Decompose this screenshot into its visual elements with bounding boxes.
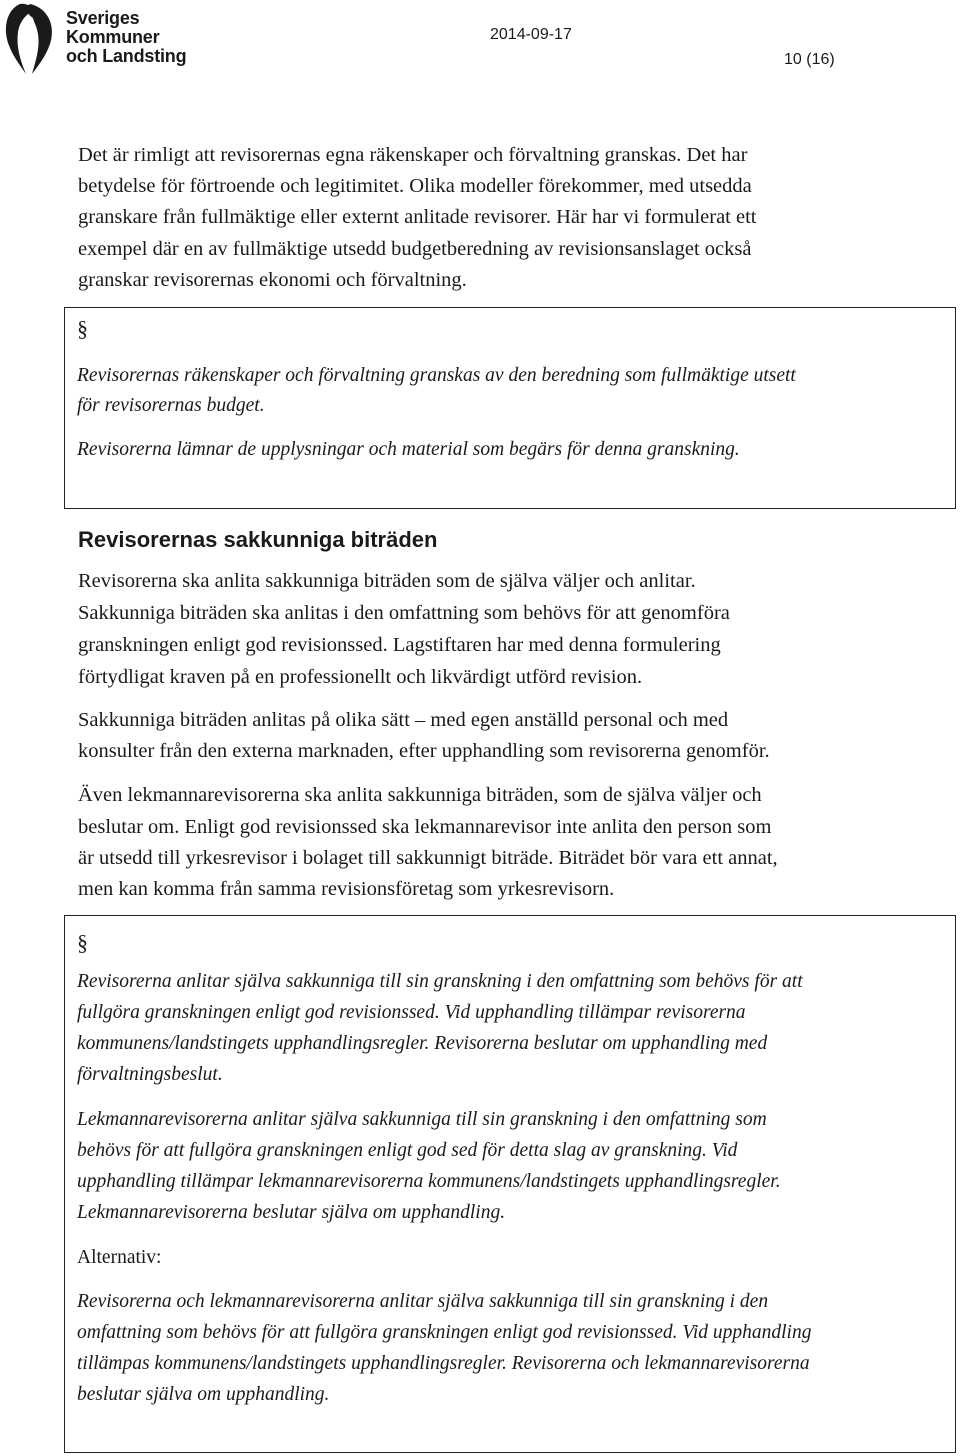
- regulation-line: Lekmannarevisorerna anlitar själva sakkunniga till sin granskning i den omfattning som: [77, 1109, 767, 1130]
- alternative-label: Alternativ:: [77, 1247, 162, 1268]
- body-line: konsulter från den externa marknaden, efter upphandling som revisorerna genomför.: [78, 740, 770, 762]
- regulation-line: tillämpas kommunens/landstingets upphandlingsregler. Revisorerna och lekmannarevisorerna: [77, 1353, 810, 1374]
- body-line: Revisorerna ska anlita sakkunniga biträden som de själva väljer och anlitar.: [78, 570, 696, 592]
- page-header: [0, 0, 960, 80]
- section-heading: Revisorernas sakkunniga biträden: [78, 527, 438, 552]
- regulation-box-1: [64, 307, 956, 509]
- page-number: 10 (16): [784, 51, 835, 68]
- regulation-line: Lekmannarevisorerna beslutar själva om upphandling.: [77, 1202, 506, 1223]
- logo-line-3: och Landsting: [66, 46, 187, 66]
- regulation-line: kommunens/landstingets upphandlingsregler. Revisorerna beslutar om upphandling med: [77, 1033, 768, 1054]
- body-line: granskningen enligt god revisionssed. Lagstiftaren har med denna formulering: [78, 634, 721, 656]
- regulation-line: fullgöra granskningen enligt god revisionssed. Vid upphandling tillämpar revisorerna: [77, 1002, 746, 1023]
- intro-line: betydelse för förtroende och legitimitet. Olika modeller förekommer, med utsedda: [78, 175, 752, 197]
- logo-line-1: Sveriges: [66, 8, 140, 28]
- regulation-line: upphandling tillämpar lekmannarevisorerna kommunens/landstingets upphandlingsregler.: [77, 1171, 781, 1192]
- regulation-line: beslutar själva om upphandling.: [77, 1384, 330, 1405]
- body-line: beslutar om. Enligt god revisionssed ska lekmannarevisor inte anlita den person som: [78, 816, 772, 838]
- logo-line-2: Kommuner: [66, 27, 160, 47]
- intro-line: granskare från fullmäktige eller externt anlitade revisorer. Här har vi formulerat ett: [78, 206, 757, 228]
- intro-line: exempel där en av fullmäktige utsedd budgetberedning av revisionsanslaget också: [78, 238, 752, 260]
- regulation-line: förvaltningsbeslut.: [77, 1064, 223, 1085]
- body-line: Även lekmannarevisorerna ska anlita sakkunniga biträden, som de själva väljer och: [78, 784, 762, 806]
- section-sign-icon: §: [77, 316, 88, 341]
- body-line: Sakkunniga biträden anlitas på olika sätt – med egen anställd personal och med: [78, 709, 729, 731]
- body-line: förtydligat kraven på en professionellt och likvärdigt utförd revision.: [78, 666, 643, 688]
- intro-line: granskar revisorernas ekonomi och förvaltning.: [78, 269, 467, 291]
- regulation-line: Revisorerna lämnar de upplysningar och material som begärs för denna granskning.: [77, 439, 740, 460]
- intro-line: Det är rimligt att revisorernas egna räkenskaper och förvaltning granskas. Det har: [78, 144, 748, 166]
- regulation-line: omfattning som behövs för att fullgöra granskningen enligt god revisionssed. Vid upphandling: [77, 1322, 812, 1343]
- regulation-line: Revisorerna anlitar själva sakkunniga till sin granskning i den omfattning som behövs för att: [77, 971, 803, 992]
- section-sign-icon: §: [77, 930, 88, 955]
- skl-logo-icon: [0, 0, 58, 76]
- regulation-box-2: [64, 915, 956, 1453]
- regulation-line: Revisorernas räkenskaper och förvaltning granskas av den beredning som fullmäktige utsett: [77, 365, 796, 386]
- body-line: är utsedd till yrkesrevisor i bolaget till sakkunnigt biträde. Biträdet bör vara ett annat,: [78, 847, 778, 869]
- regulation-line: behövs för att fullgöra granskningen enligt god sed för detta slag av granskning. Vid: [77, 1140, 738, 1161]
- body-line: men kan komma från samma revisionsföretag som yrkesrevisorn.: [78, 878, 615, 900]
- body-line: Sakkunniga biträden ska anlitas i den omfattning som behövs för att genomföra: [78, 602, 730, 624]
- document-date: 2014-09-17: [490, 26, 572, 43]
- regulation-line: Revisorerna och lekmannarevisorerna anlitar själva sakkunniga till sin granskning i den: [77, 1291, 769, 1312]
- regulation-line: för revisorernas budget.: [77, 395, 265, 416]
- organization-name: [66, 9, 186, 66]
